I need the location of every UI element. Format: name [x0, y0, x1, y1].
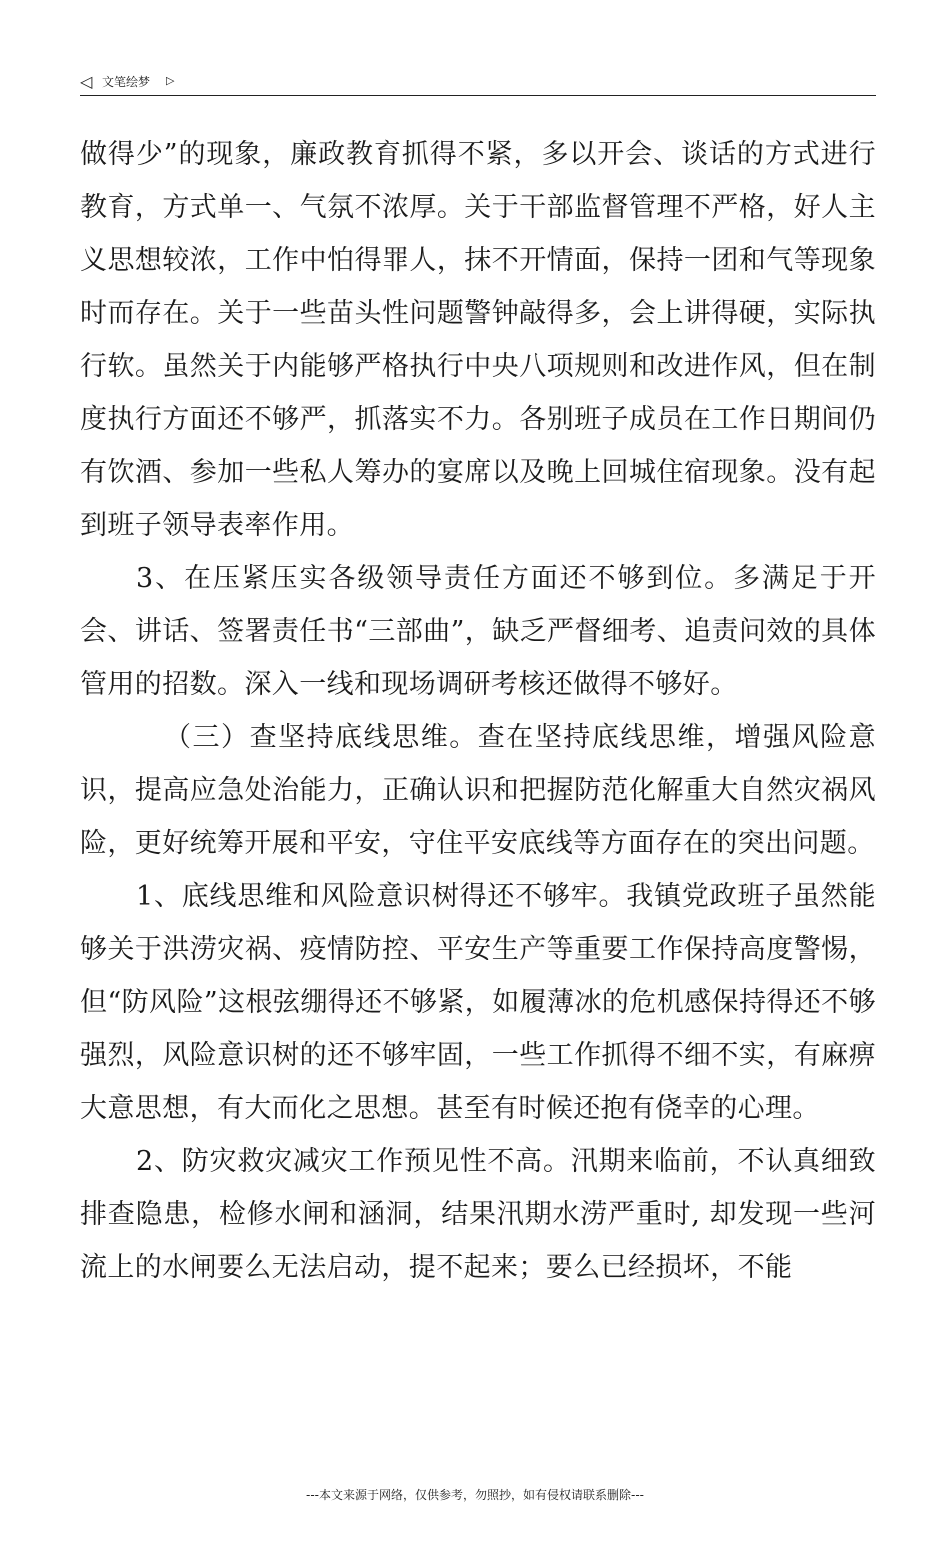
page-header	[80, 72, 876, 96]
triangle-left-icon: ◁	[80, 72, 93, 91]
paragraph: 3、在压紧压实各级领导责任方面还不够到位。多满足于开会、讲话、签署责任书“三部曲”，缺乏严督细考、追责问效的具体管用的招数。深入一线和现场调研考核还做得不够好。	[80, 563, 876, 700]
header-rule	[80, 95, 876, 96]
page-footer: ---本文来源于网络，仅供参考，勿照抄，如有侵权请联系删除---	[306, 1488, 644, 1502]
paragraph: 做得少”的现象，廉政教育抓得不紧，多以开会、谈话的方式进行教育，方式单一、气氛不浓厚。关于干部监督管理不严格，好人主义思想较浓，工作中怕得罪人，抹不开情面，保持一团和气等现象时而存在。关于一些苗头性问题警钟敲得多，会上讲得硬，实际执行软。虽然关于内能够严格执行中央八项规则和改进作风，但在制度执行方面还不够严，抓落实不力。各别班子成员在工作日期间仍有饮酒、参加一些私人筹办的宴席以及晚上回城住宿现象。没有起到班子领导表率作用。	[80, 139, 876, 541]
paragraph: 1、底线思维和风险意识树得还不够牢。我镇党政班子虽然能够关于洪涝灾祸、疫情防控、平安生产等重要工作保持高度警惕，但“防风险”这根弦绷得还不够紧，如履薄冰的危机感保持得还不够强烈，风险意识树的还不够牢固，一些工作抓得不细不实，有麻痹大意思想，有大而化之思想。甚至有时候还抱有侥幸的心理。	[80, 881, 876, 1124]
header-title: 文笔绘梦	[102, 75, 151, 89]
paragraph: （三）查坚持底线思维。查在坚持底线思维，增强风险意识，提高应急处治能力，正确认识和把握防范化解重大自然灾祸风险，更好统筹开展和平安，守住平安底线等方面存在的突出问题。	[80, 722, 876, 859]
document-body	[80, 128, 876, 1294]
paragraph: 2、防灾救灾减灾工作预见性不高。汛期来临前，不认真细致排查隐患，检修水闸和涵洞，结果汛期水涝严重时, 却发现一些河流上的水闸要么无法启动，提不起来；要么已经损坏，不能	[80, 1146, 876, 1283]
triangle-right-icon: ▷	[166, 74, 175, 87]
